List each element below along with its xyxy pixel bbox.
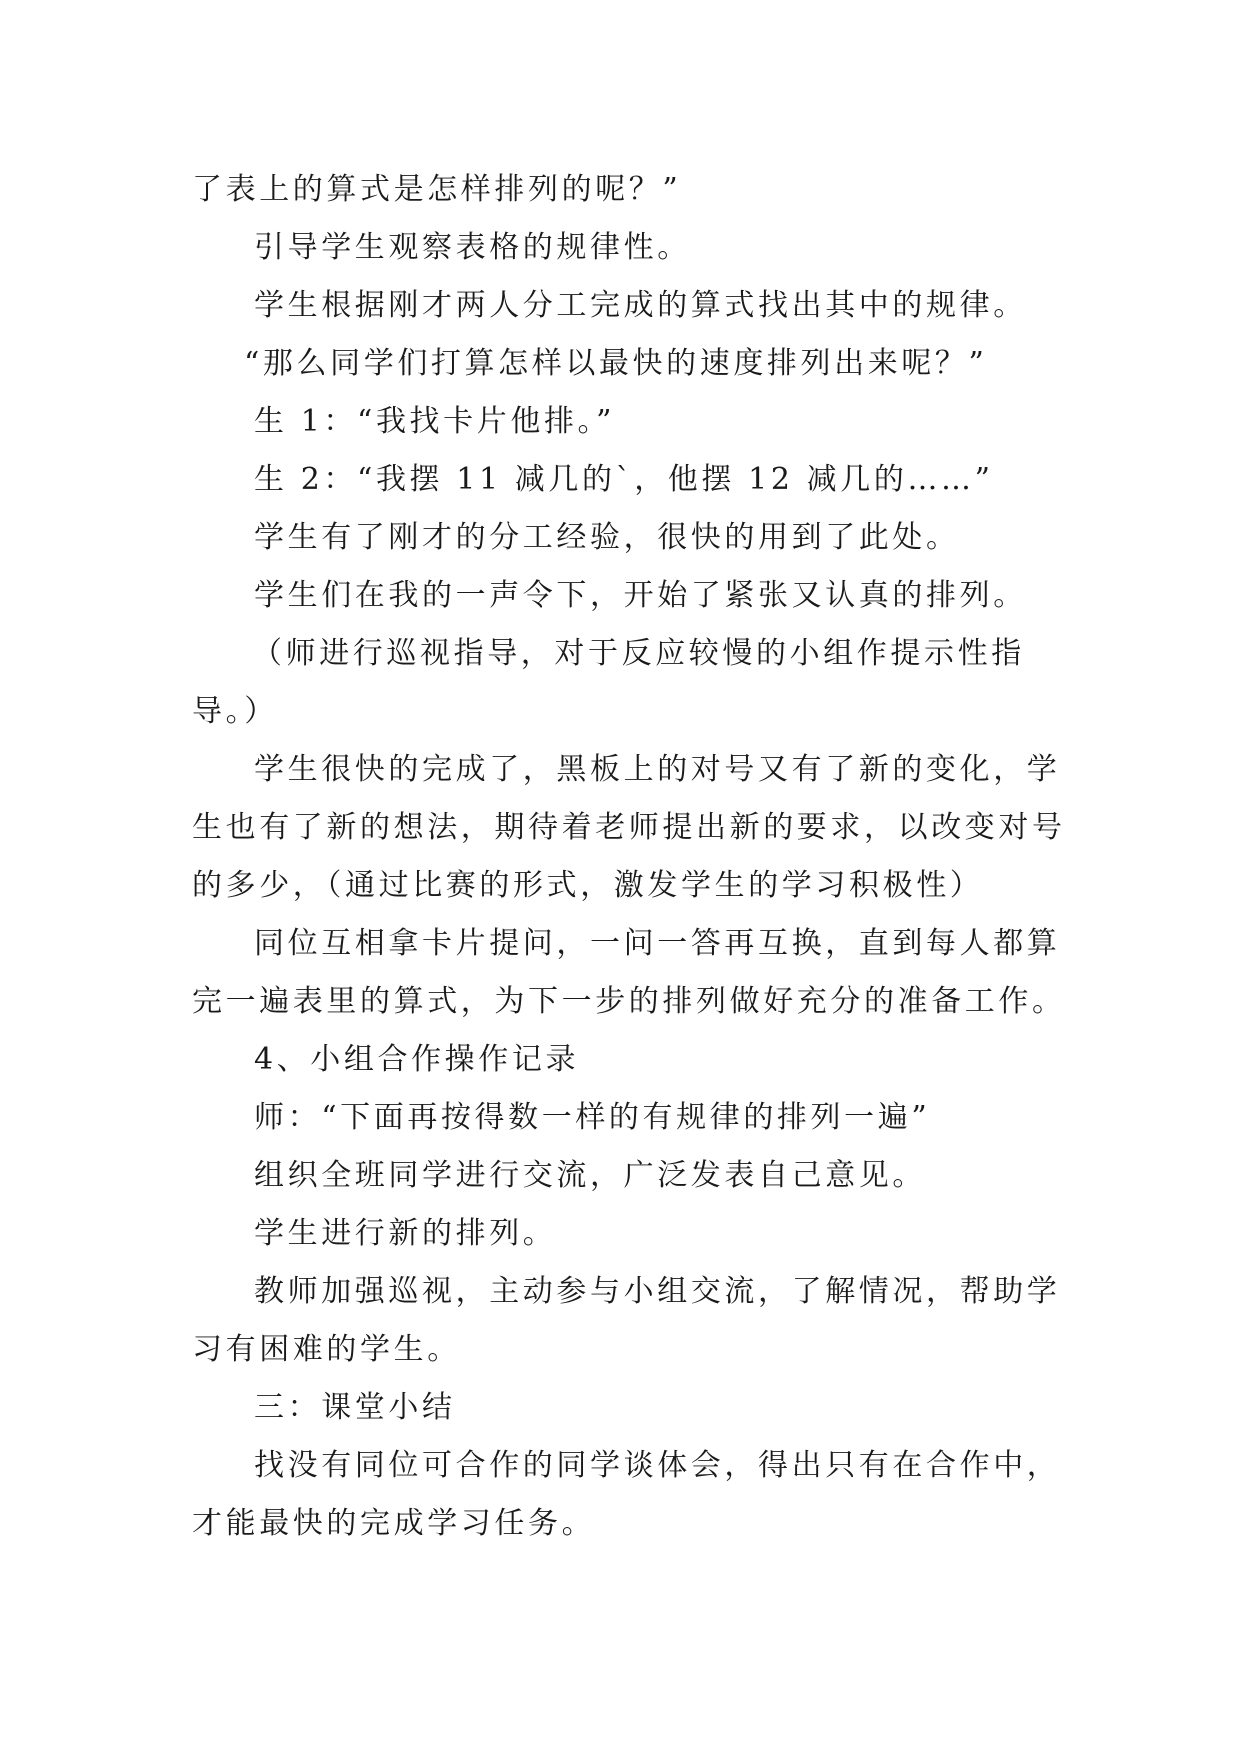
text-line: 完一遍表里的算式，为下一步的排列做好充分的准备工作。 (192, 984, 1066, 1019)
text-line: 学生有了刚才的分工经验，很快的用到了此处。 (254, 520, 960, 555)
text-line: 找没有同位可合作的同学谈体会，得出只有在合作中， (254, 1448, 1061, 1483)
text-line: 学生根据刚才两人分工完成的算式找出其中的规律。 (254, 288, 1027, 323)
text-line: 导。） (192, 694, 278, 729)
text-line: 才能最快的完成学习任务。 (192, 1506, 596, 1541)
text-line: 学生很快的完成了，黑板上的对号又有了新的变化，学 (254, 752, 1061, 787)
body-text (192, 161, 1072, 1553)
text-line: 引导学生观察表格的规律性。 (254, 230, 691, 265)
text-line: “那么同学们打算怎样以最快的速度排列出来呢？” (244, 346, 988, 381)
text-line: 教师加强巡视，主动参与小组交流，了解情况，帮助学 (254, 1274, 1061, 1309)
text-line: 习有困难的学生。 (192, 1332, 461, 1367)
text-line: 生 1：“我找卡片他排。” (254, 404, 616, 439)
text-line: 生也有了新的想法，期待着老师提出新的要求，以改变对号 (192, 810, 1066, 845)
text-line: 学生进行新的排列。 (254, 1216, 557, 1251)
text-line: 组织全班同学进行交流，广泛发表自己意见。 (254, 1158, 926, 1193)
text-line: 了表上的算式是怎样排列的呢？” (192, 172, 682, 207)
text-line: 三：课堂小结 (254, 1390, 456, 1425)
text-line: 同位互相拿卡片提问，一问一答再互换，直到每人都算 (254, 926, 1061, 961)
text-line: 生 2：“我摆 11 减几的`，他摆 12 减几的……” (254, 462, 994, 497)
text-line: 学生们在我的一声令下，开始了紧张又认真的排列。 (254, 578, 1027, 613)
text-line: 师：“下面再按得数一样的有规律的排列一遍” (254, 1100, 931, 1135)
text-line: 4、小组合作操作记录 (254, 1042, 580, 1077)
text-line: 的多少，（通过比赛的形式，激发学生的学习积极性） (192, 868, 984, 903)
text-line: （师进行巡视指导，对于反应较慢的小组作提示性指 (252, 636, 1025, 671)
